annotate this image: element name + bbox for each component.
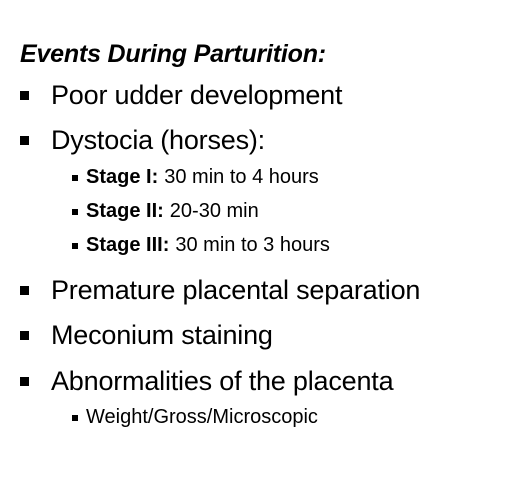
square-bullet-icon bbox=[20, 377, 29, 386]
stage-label: Stage II: bbox=[86, 200, 164, 222]
bullet-item bbox=[20, 366, 393, 397]
bullet-text: Abnormalities of the placenta bbox=[51, 366, 394, 396]
stage-duration: 30 min to 4 hours bbox=[164, 166, 319, 188]
stage-duration: 20-30 min bbox=[169, 200, 259, 222]
slide-heading: Events During Parturition: bbox=[20, 40, 326, 68]
square-bullet-icon bbox=[20, 136, 29, 145]
bullet-item bbox=[20, 320, 273, 351]
sub-bullet-item bbox=[72, 406, 318, 429]
square-bullet-icon bbox=[72, 415, 78, 421]
sub-bullet-item bbox=[72, 166, 319, 189]
bullet-text: Dystocia (horses): bbox=[51, 125, 265, 155]
square-bullet-icon bbox=[72, 209, 78, 215]
square-bullet-icon bbox=[72, 175, 78, 181]
bullet-item bbox=[20, 125, 265, 156]
sub-bullet-text: Weight/Gross/Microscopic bbox=[86, 406, 318, 428]
sub-bullet-item bbox=[72, 200, 259, 223]
stage-duration: 30 min to 3 hours bbox=[175, 234, 330, 256]
bullet-text: Premature placental separation bbox=[51, 275, 421, 305]
bullet-item bbox=[20, 80, 342, 111]
square-bullet-icon bbox=[20, 91, 29, 100]
stage-label: Stage I: bbox=[86, 166, 159, 188]
bullet-text: Poor udder development bbox=[51, 80, 343, 110]
square-bullet-icon bbox=[20, 331, 29, 340]
square-bullet-icon bbox=[20, 286, 29, 295]
bullet-item bbox=[20, 275, 420, 306]
square-bullet-icon bbox=[72, 243, 78, 249]
stage-label: Stage III: bbox=[86, 234, 170, 256]
sub-bullet-item bbox=[72, 234, 330, 257]
bullet-text: Meconium staining bbox=[51, 320, 273, 350]
